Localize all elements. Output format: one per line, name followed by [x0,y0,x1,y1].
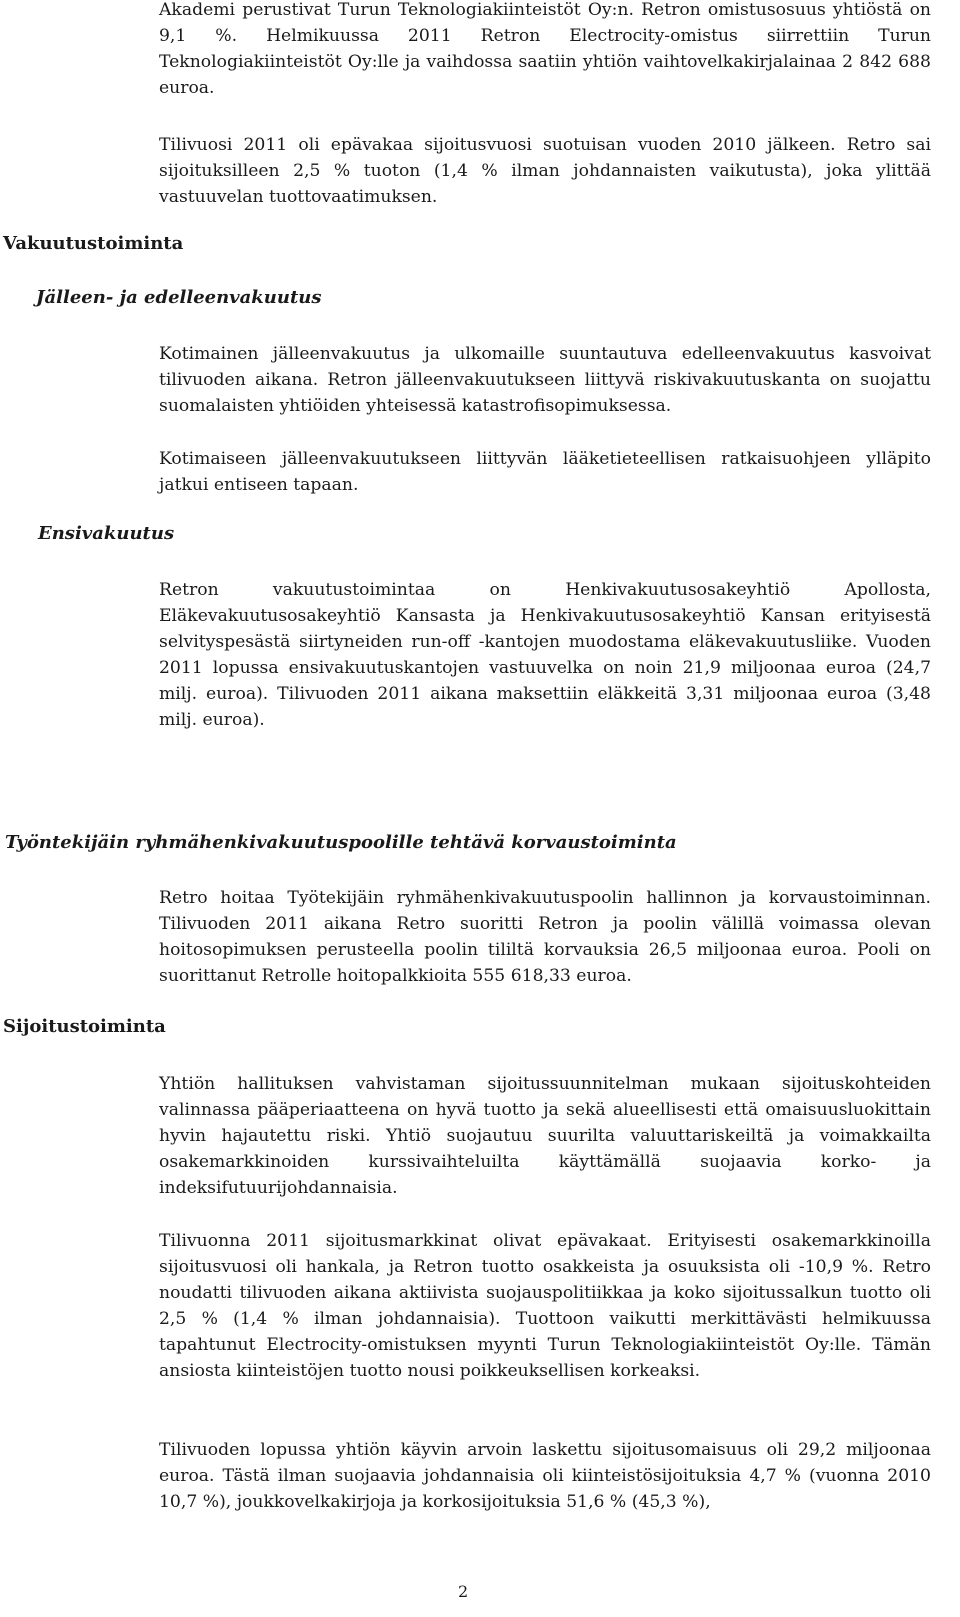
heading-jalleen-edelleenvakuutus: Jälleen- ja edelleenvakuutus [36,287,322,308]
heading-ensivakuutus: Ensivakuutus [38,523,175,544]
paragraph-investment-markets: Tilivuonna 2011 sijoitusmarkkinat olivat epävakaat. Erityisesti osakemarkkinoilla sijoitusvuosi oli hankala, ja Retron tuotto osakkeista ja osuuksista oli -10,9 %. Retro noudatti tilivuoden aikana aktiivista suojauspolitiikkaa ja koko sijoitussalkun tuotto oli 2,5 % (1,4 % ilman johdannaisia). Tuottoon vaikutti merkittävästi helmikuussa tapahtunut Electrocity-omistuksen myynti Turun Teknologiakiinteistöt Oy:lle. Tämän ansiosta kiinteistöjen tuotto nousi poikkeuksellisen korkeaksi. [159,1231,931,1381]
page-number: 2 [458,1582,469,1601]
paragraph-retro-ownership: Akademi perustivat Turun Teknologiakiinteistöt Oy:n. Retron omistusosuus yhtiöstä on 9,1 %. Helmikuussa 2011 Retron Electrocity-omistus siirrettiin Turun Teknologiakiinteistöt Oy:lle ja vaihdossa saatiin yhtiön vaihtovelkakirjalainaa 2 842 688 euroa. [159,0,931,98]
heading-vakuutustoiminta: Vakuutustoiminta [3,233,184,254]
paragraph-investment-assets: Tilivuoden lopussa yhtiön käyvin arvoin laskettu sijoitusomaisuus oli 29,2 miljoonaa euroa. Tästä ilman suojaavia johdannaisia oli kiinteistösijoituksia 4,7 % (vuonna 2010 10,7 %), joukkovelkakirjoja ja korkosijoituksia 51,6 % (45,3 %), [159,1440,931,1512]
paragraph-pool-administration: Retro hoitaa Työtekijäin ryhmähenkivakuutuspoolin hallinnon ja korvaustoiminnan. Tilivuoden 2011 aikana Retro suoritti Retron ja poolin välillä voimassa olevan hoitosopimuksen perusteella poolin tililtä korvauksia 26,5 miljoonaa euroa. Pooli on suorittanut Retrolle hoitopalkkioita 555 618,33 euroa. [159,888,931,986]
heading-sijoitustoiminta: Sijoitustoiminta [3,1016,166,1037]
paragraph-investment-year: Tilivuosi 2011 oli epävakaa sijoitusvuosi suotuisan vuoden 2010 jälkeen. Retro sai sijoituksilleen 2,5 % tuoton (1,4 % ilman johdannaisten vaikutusta), joka ylittää vastuuvelan tuottovaatimuksen. [159,135,931,207]
paragraph-investment-plan: Yhtiön hallituksen vahvistaman sijoitussuunnitelman mukaan sijoituskohteiden valinnassa pääperiaatteena on hyvä tuotto ja sekä alueellisesti että omaisuusluokittain hyvin hajautettu riski. Yhtiö suojautuu suurilta valuuttariskeiltä ja voimakkailta osakemarkkinoiden kurssivaihteluilta käyttämällä suojaavia korko- ja indeksifutuurijohdannaisia. [159,1074,931,1198]
paragraph-reinsurance: Kotimainen jälleenvakuutus ja ulkomaille suuntautuva edelleenvakuutus kasvoivat tilivuoden aikana. Retron jälleenvakuutukseen liittyvä riskivakuutuskanta on suojattu suomalaisten yhtiöiden yhteisessä katastrofisopimuksessa. [159,344,931,416]
paragraph-medical-guideline: Kotimaiseen jälleenvakuutukseen liittyvän lääketieteellisen ratkaisuohjeen ylläpito jatkui entiseen tapaan. [159,449,931,495]
heading-group-life-pool: Työntekijäin ryhmähenkivakuutuspoolille tehtävä korvaustoiminta [5,832,677,853]
paragraph-direct-insurance: Retron vakuutustoimintaa on Henkivakuutusosakeyhtiö Apollosta, Eläkevakuutusosakeyhtiö Kansasta ja Henkivakuutusosakeyhtiö Kansan erityisestä selvityspesästä siirtyneiden run-off -kantojen muodostama eläkevakuutusliike. Vuoden 2011 lopussa ensivakuutuskantojen vastuuvelka on noin 21,9 miljoonaa euroa (24,7 milj. euroa). Tilivuoden 2011 aikana maksettiin eläkkeitä 3,31 miljoonaa euroa (3,48 milj. euroa). [159,580,931,730]
